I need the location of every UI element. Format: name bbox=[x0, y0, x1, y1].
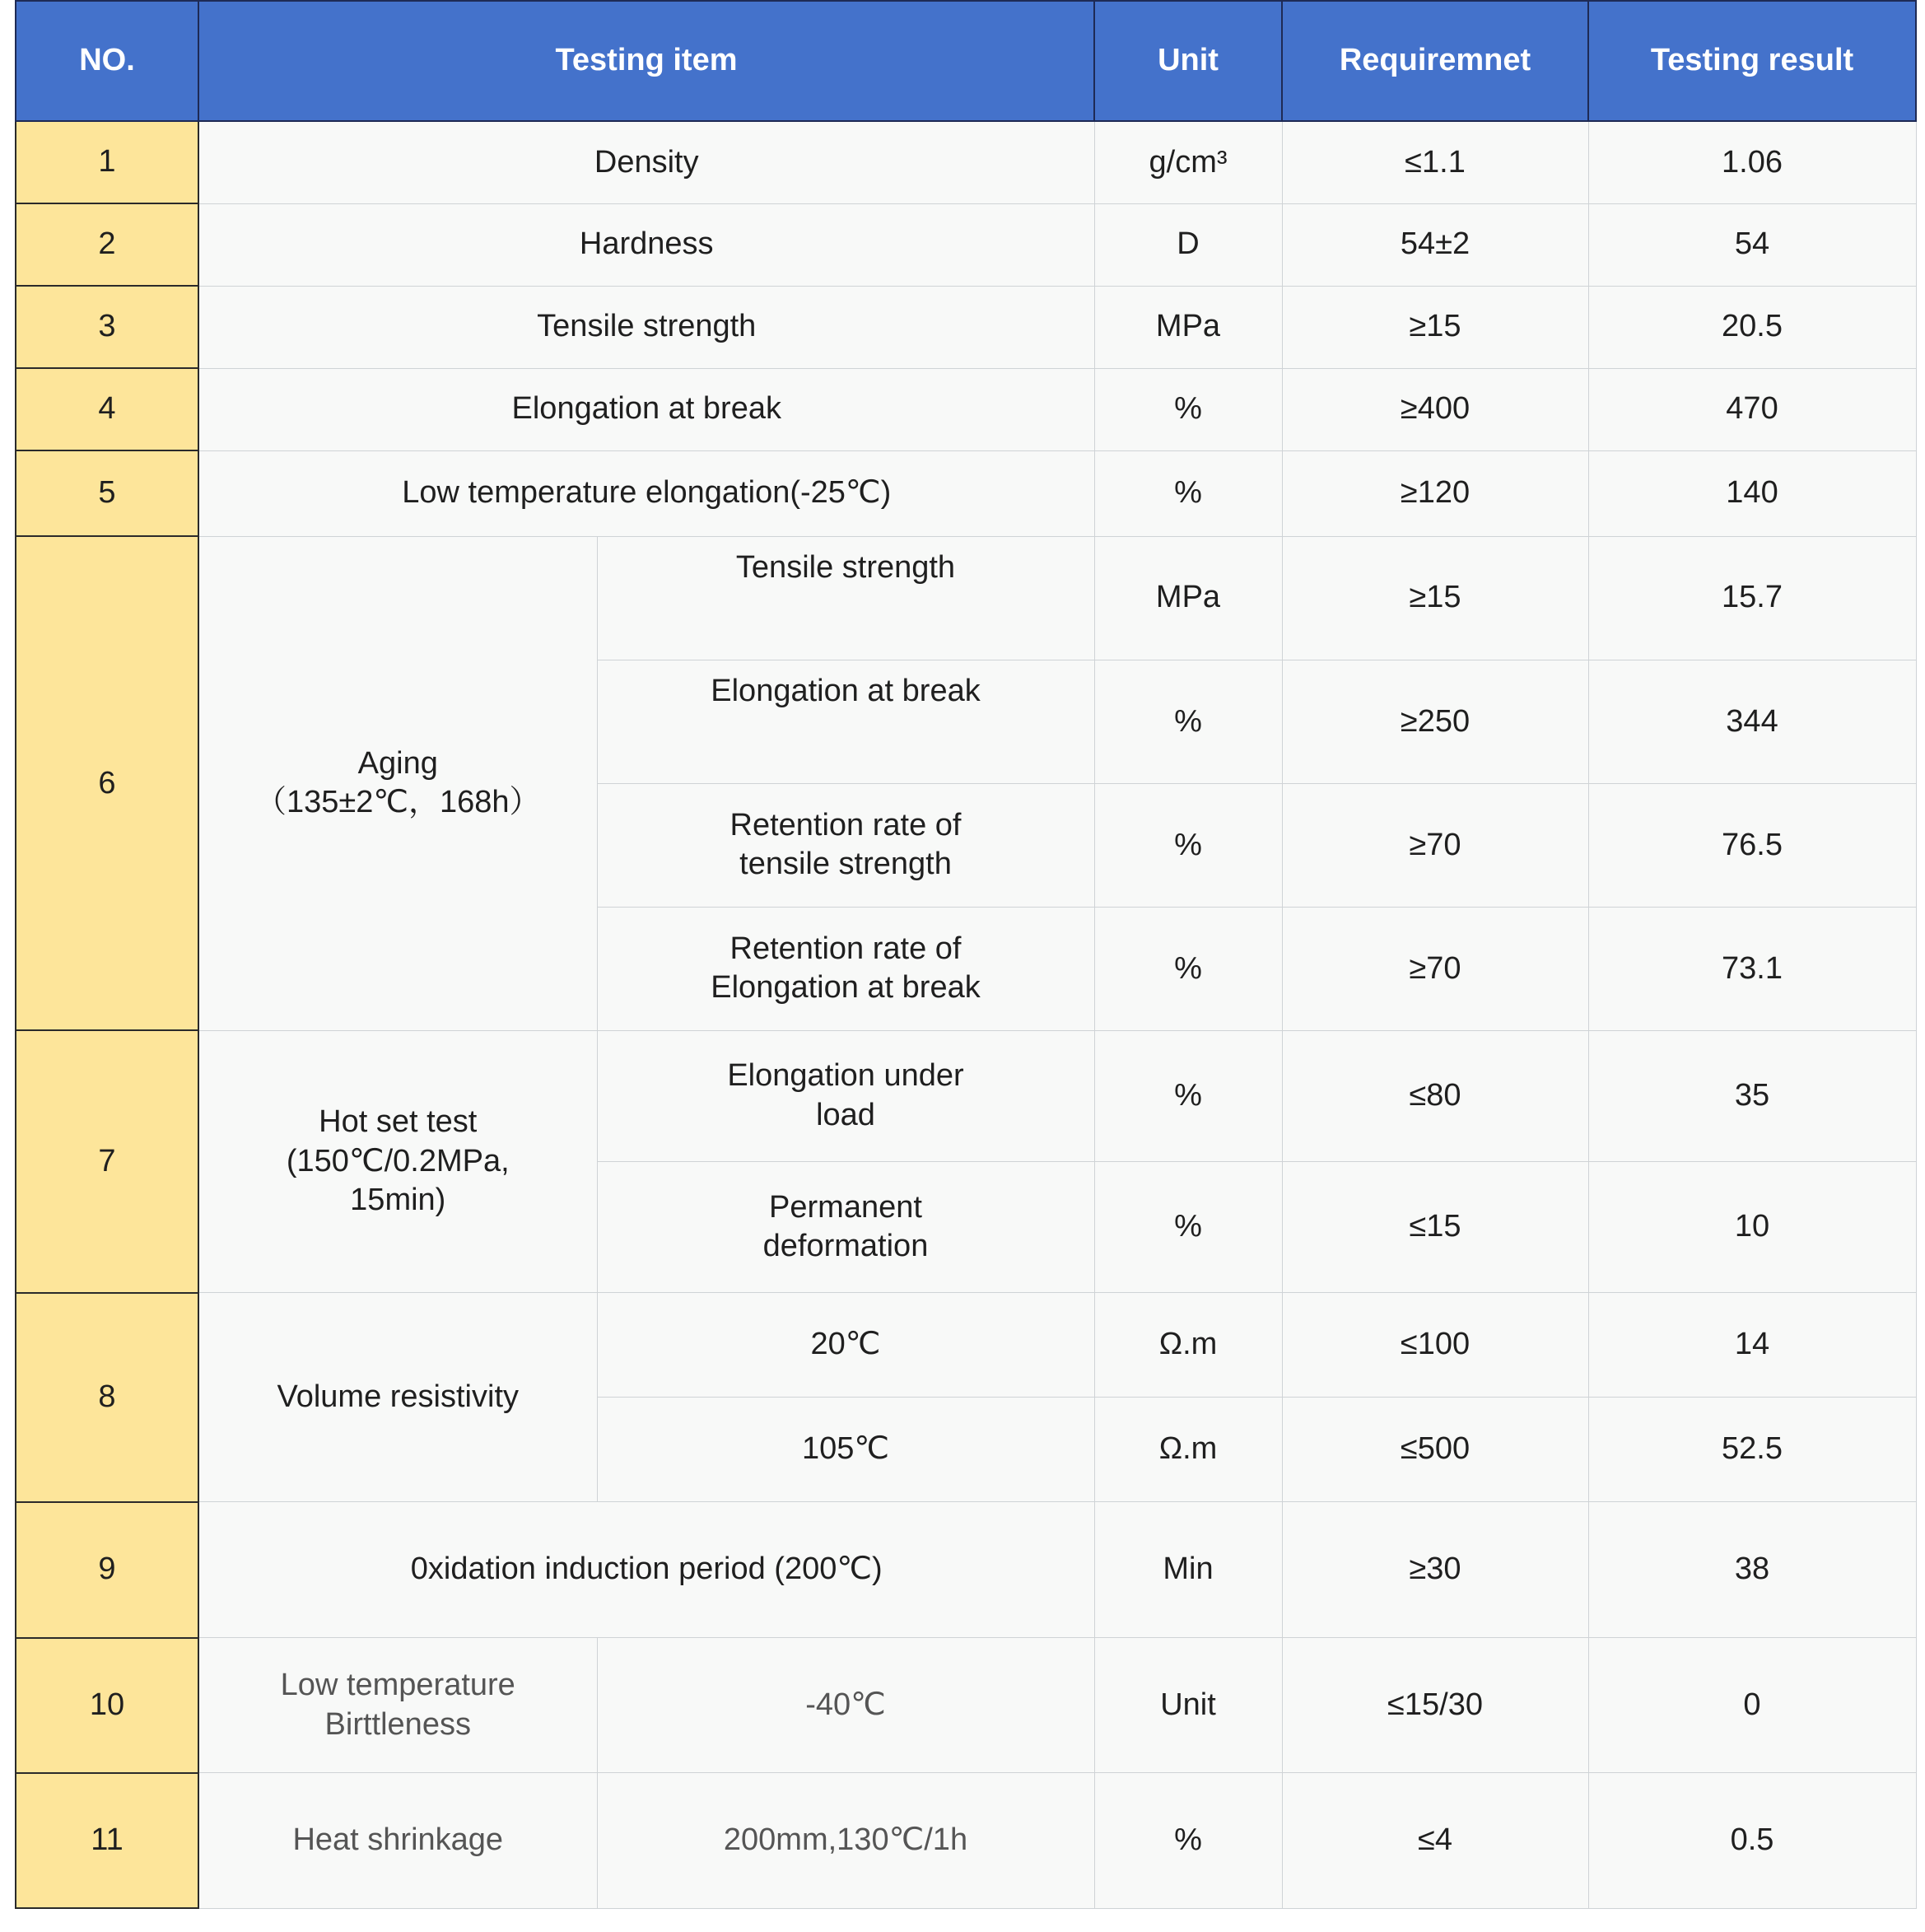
header-unit: Unit bbox=[1094, 1, 1282, 121]
group-line: Low temperature bbox=[280, 1668, 515, 1703]
table-row bbox=[16, 1030, 1916, 1161]
group-line: Aging bbox=[357, 745, 438, 781]
sub-item-line: Elongation at break bbox=[711, 970, 981, 1006]
testing-group bbox=[198, 1638, 597, 1773]
testing-item: 0xidation induction period (200℃) bbox=[198, 1502, 1094, 1638]
unit-cell: % bbox=[1094, 907, 1282, 1030]
requirement-cell: ≤15 bbox=[1282, 1161, 1588, 1292]
requirement-cell: ≤80 bbox=[1282, 1030, 1588, 1161]
result-cell: 76.5 bbox=[1588, 783, 1916, 907]
requirement-cell: ≥15 bbox=[1282, 286, 1588, 368]
group-line: （135±2℃，168h） bbox=[254, 785, 541, 820]
sub-item-line: load bbox=[816, 1097, 875, 1132]
row-number: 4 bbox=[16, 368, 198, 450]
unit-cell: % bbox=[1094, 1161, 1282, 1292]
table-row bbox=[16, 1293, 1916, 1398]
requirement-cell: ≥15 bbox=[1282, 536, 1588, 660]
table-row bbox=[16, 203, 1916, 286]
requirement-cell: ≤15/30 bbox=[1282, 1638, 1588, 1773]
result-cell: 0.5 bbox=[1588, 1773, 1916, 1908]
unit-cell: % bbox=[1094, 1773, 1282, 1908]
sub-item-line: 200mm,130℃/1h bbox=[723, 1822, 968, 1858]
result-cell: 344 bbox=[1588, 660, 1916, 783]
requirement-cell: ≤500 bbox=[1282, 1398, 1588, 1502]
requirement-cell: ≥30 bbox=[1282, 1502, 1588, 1638]
testing-item: Density bbox=[198, 121, 1094, 203]
sub-item-line: Retention rate of bbox=[729, 807, 962, 842]
result-cell: 52.5 bbox=[1588, 1398, 1916, 1502]
table-row bbox=[16, 536, 1916, 660]
sub-item bbox=[597, 907, 1094, 1030]
sub-item bbox=[597, 1293, 1094, 1398]
row-number: 2 bbox=[16, 203, 198, 286]
sub-item bbox=[597, 783, 1094, 907]
unit-cell: % bbox=[1094, 1030, 1282, 1161]
sub-item bbox=[597, 1161, 1094, 1292]
requirement-cell: ≥120 bbox=[1282, 450, 1588, 536]
result-cell: 35 bbox=[1588, 1030, 1916, 1161]
header-no: NO. bbox=[16, 1, 198, 121]
sub-item bbox=[597, 660, 1094, 783]
requirement-cell: ≥70 bbox=[1282, 783, 1588, 907]
unit-cell: % bbox=[1094, 368, 1282, 450]
result-cell: 10 bbox=[1588, 1161, 1916, 1292]
result-cell: 54 bbox=[1588, 203, 1916, 286]
header-requirement: Requiremnet bbox=[1282, 1, 1588, 121]
testing-group bbox=[198, 1293, 597, 1502]
unit-cell: % bbox=[1094, 660, 1282, 783]
sub-item bbox=[597, 1398, 1094, 1502]
table-row bbox=[16, 1773, 1916, 1908]
unit-cell: D bbox=[1094, 203, 1282, 286]
sub-item-line: Elongation at break bbox=[711, 673, 981, 708]
testing-results-table bbox=[15, 0, 1917, 1909]
table-row bbox=[16, 1638, 1916, 1773]
requirement-cell: 54±2 bbox=[1282, 203, 1588, 286]
header-testing-result: Testing result bbox=[1588, 1, 1916, 121]
row-number: 3 bbox=[16, 286, 198, 368]
result-cell: 1.06 bbox=[1588, 121, 1916, 203]
testing-group bbox=[198, 1773, 597, 1908]
group-line: Heat shrinkage bbox=[292, 1822, 504, 1858]
requirement-cell: ≤1.1 bbox=[1282, 121, 1588, 203]
unit-cell: % bbox=[1094, 450, 1282, 536]
row-number: 5 bbox=[16, 450, 198, 536]
testing-item: Hardness bbox=[198, 203, 1094, 286]
group-line: Birttleness bbox=[324, 1706, 471, 1742]
sub-item-line: 105℃ bbox=[801, 1431, 890, 1467]
result-cell: 73.1 bbox=[1588, 907, 1916, 1030]
unit-cell: Ω.m bbox=[1094, 1398, 1282, 1502]
testing-item: Tensile strength bbox=[198, 286, 1094, 368]
sub-item-line: 20℃ bbox=[810, 1327, 881, 1362]
row-number: 7 bbox=[16, 1030, 198, 1292]
requirement-cell: ≤100 bbox=[1282, 1293, 1588, 1398]
group-line: 15min) bbox=[350, 1183, 446, 1218]
unit-cell: % bbox=[1094, 783, 1282, 907]
row-number: 10 bbox=[16, 1638, 198, 1773]
row-number: 9 bbox=[16, 1502, 198, 1638]
result-cell: 470 bbox=[1588, 368, 1916, 450]
sub-item-line: Retention rate of bbox=[729, 931, 962, 966]
row-number: 8 bbox=[16, 1293, 198, 1502]
result-cell: 140 bbox=[1588, 450, 1916, 536]
result-cell: 38 bbox=[1588, 1502, 1916, 1638]
result-cell: 15.7 bbox=[1588, 536, 1916, 660]
table-row bbox=[16, 1502, 1916, 1638]
table-row bbox=[16, 450, 1916, 536]
testing-group bbox=[198, 536, 597, 1030]
row-number: 6 bbox=[16, 536, 198, 1030]
sub-item bbox=[597, 1030, 1094, 1161]
header-testing-item: Testing item bbox=[198, 1, 1094, 121]
table-row bbox=[16, 121, 1916, 203]
testing-item: Elongation at break bbox=[198, 368, 1094, 450]
unit-cell: Min bbox=[1094, 1502, 1282, 1638]
result-cell: 0 bbox=[1588, 1638, 1916, 1773]
group-line: Volume resistivity bbox=[277, 1379, 520, 1414]
sub-item-line: Tensile strength bbox=[735, 549, 956, 585]
unit-cell: Ω.m bbox=[1094, 1293, 1282, 1398]
table-row bbox=[16, 286, 1916, 368]
group-line: (150℃/0.2MPa, bbox=[286, 1143, 510, 1178]
sub-item bbox=[597, 1638, 1094, 1773]
sub-item-line: -40℃ bbox=[805, 1687, 886, 1722]
requirement-cell: ≥400 bbox=[1282, 368, 1588, 450]
result-cell: 20.5 bbox=[1588, 286, 1916, 368]
unit-cell: MPa bbox=[1094, 286, 1282, 368]
unit-cell: g/cm³ bbox=[1094, 121, 1282, 203]
row-number: 1 bbox=[16, 121, 198, 203]
group-line: Hot set test bbox=[319, 1104, 478, 1140]
unit-cell: Unit bbox=[1094, 1638, 1282, 1773]
unit-cell: MPa bbox=[1094, 536, 1282, 660]
sub-item bbox=[597, 536, 1094, 660]
row-number: 11 bbox=[16, 1773, 198, 1908]
requirement-cell: ≤4 bbox=[1282, 1773, 1588, 1908]
sub-item bbox=[597, 1773, 1094, 1908]
header-row bbox=[16, 1, 1916, 121]
sub-item-line: deformation bbox=[762, 1229, 929, 1264]
testing-group bbox=[198, 1030, 597, 1292]
sub-item-line: tensile strength bbox=[739, 847, 952, 882]
testing-item: Low temperature elongation(-25℃) bbox=[198, 450, 1094, 536]
result-cell: 14 bbox=[1588, 1293, 1916, 1398]
table-row bbox=[16, 368, 1916, 450]
requirement-cell: ≥250 bbox=[1282, 660, 1588, 783]
sub-item-line: Permanent bbox=[769, 1189, 922, 1225]
requirement-cell: ≥70 bbox=[1282, 907, 1588, 1030]
sub-item-line: Elongation under bbox=[727, 1058, 964, 1094]
